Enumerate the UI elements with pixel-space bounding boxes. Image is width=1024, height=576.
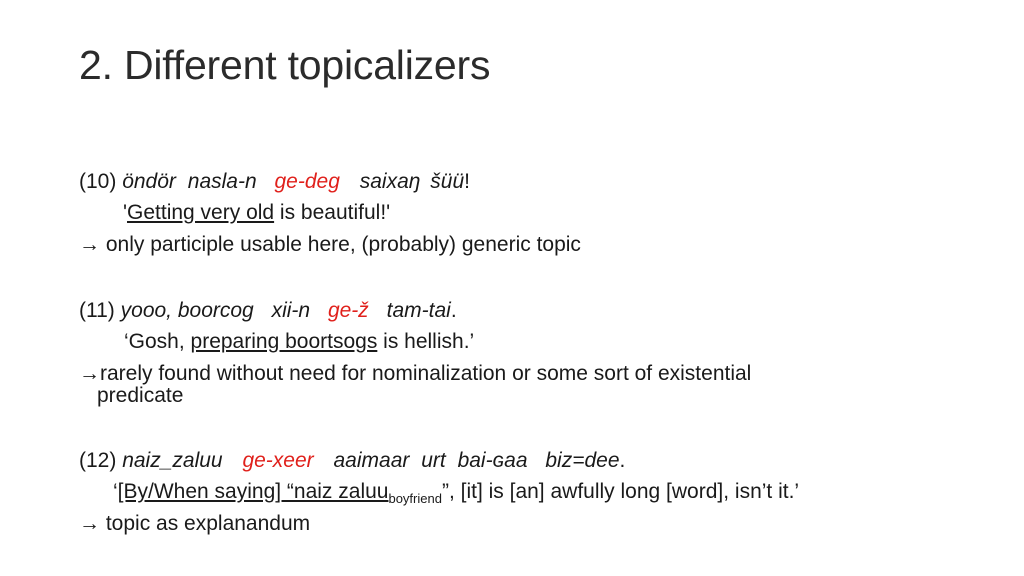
quote-mark: ‘ (113, 480, 118, 503)
example-12-line (79, 448, 625, 474)
gloss-word: naiz_zaluu (122, 449, 223, 472)
punctuation: ! (464, 170, 470, 193)
example-number: (10) (79, 170, 117, 193)
example-12-note (79, 511, 310, 537)
arrow-icon: → (79, 233, 100, 256)
gloss-word: urt (421, 449, 446, 472)
example-11-note-cont (97, 383, 183, 409)
example-number: (11) (79, 299, 115, 322)
gloss-word: biz=dee (545, 449, 620, 472)
punctuation: . (450, 299, 457, 322)
gloss-word: aaimaar (333, 449, 410, 472)
gloss-word: xii-n (271, 299, 311, 322)
translation-text: ‘Gosh, (124, 330, 191, 353)
example-11-translation (124, 329, 474, 355)
underlined-phrase (117, 480, 442, 506)
gloss-word: saixaŋ (359, 170, 421, 193)
gloss-word: bai-ɢaa (457, 449, 528, 472)
quote-mark: ' (123, 201, 128, 224)
example-number: (12) (79, 449, 117, 472)
gloss-word: nasla-n (187, 170, 257, 193)
topicalizer-word: ge-xeer (242, 449, 314, 472)
gloss-word: öndör (122, 170, 176, 193)
example-10-translation (123, 200, 390, 226)
gloss-word: šüü (430, 170, 465, 193)
translation-text: ”, [it] is [an] awfully long [word], isn’t it.’ (441, 480, 800, 503)
slide-title: 2. Different topicalizers (79, 42, 491, 88)
translation-text: is hellish.’ (377, 330, 475, 353)
topicalizer-word: ge-ž (327, 299, 369, 322)
example-10-line (79, 169, 470, 195)
gloss-word: yooo, boorcog (120, 299, 254, 322)
example-11-line (79, 298, 457, 324)
gloss-word: tam-tai (386, 299, 451, 322)
translation-text: is beautiful!' (274, 201, 391, 224)
underlined-text: [By/When saying] “naiz zaluu (117, 480, 389, 503)
underlined-phrase: Getting very old (127, 201, 275, 224)
note-text: predicate (97, 384, 184, 407)
subscript-gloss: boyfriend (388, 491, 442, 506)
arrow-icon: → (79, 512, 100, 535)
arrow-icon: → (79, 362, 100, 385)
punctuation: . (619, 449, 626, 472)
topicalizer-word: ge-deg (274, 170, 340, 193)
example-10-note (79, 232, 581, 258)
example-12-translation (113, 479, 799, 512)
note-text: only participle usable here, (probably) generic topic (100, 233, 581, 256)
note-text: rarely found without need for nominalization or some sort of existential (100, 362, 752, 385)
underlined-phrase: preparing boortsogs (190, 330, 378, 353)
note-text: topic as explanandum (100, 512, 311, 535)
